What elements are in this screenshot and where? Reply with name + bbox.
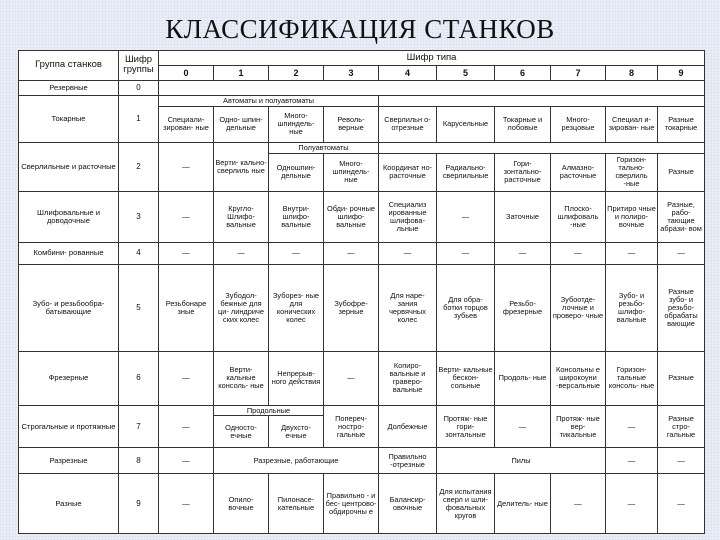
group-code: 1 xyxy=(119,95,159,142)
type-cell: — xyxy=(606,448,658,474)
type-cell: Резьбо- фрезерные xyxy=(495,264,551,352)
type-cell: Протяж- ные гори- зонтальные xyxy=(437,405,495,448)
type-cell: Разные стро- гальные xyxy=(658,405,705,448)
type-cell: Зубофре- зерные xyxy=(324,264,379,352)
digit-2: 2 xyxy=(269,65,324,80)
type-cell: Специал и- зирован- ные xyxy=(606,106,658,142)
group-name: Шлифовальные и доводочные xyxy=(19,192,119,243)
type-cell: Консольны е широкоуни -версальные xyxy=(551,352,606,405)
type-cell: — xyxy=(214,243,269,264)
type-cell: Кругло- Шлифо- вальные xyxy=(214,192,269,243)
type-cell: Карусельные xyxy=(437,106,495,142)
empty-row xyxy=(159,80,705,95)
type-cell: Резьбонаре зные xyxy=(159,264,214,352)
type-cell: Алмазно- расточные xyxy=(551,153,606,191)
type-cell: Зубо- и резьбо- шлифо- вальные xyxy=(606,264,658,352)
type-cell: Опило- вочные xyxy=(214,474,269,534)
type-cell: Разные xyxy=(658,352,705,405)
group-name: Зубо- и резьбообра- батывающие xyxy=(19,264,119,352)
type-cell: Много- шпиндель- ные xyxy=(269,106,324,142)
type-cell: Протяж- ные вер- тикальные xyxy=(551,405,606,448)
type-cell: — xyxy=(495,243,551,264)
classification-table xyxy=(18,50,704,534)
subheader-longitudinal: Продольные xyxy=(214,405,324,416)
group-name: Токарные xyxy=(19,95,119,142)
digit-9: 9 xyxy=(658,65,705,80)
type-cell: Непрерыв- ного действия xyxy=(269,352,324,405)
type-cell: — xyxy=(606,405,658,448)
group-code: 6 xyxy=(119,352,159,405)
type-cell: Верти- кально- сверлиль ные xyxy=(214,142,269,191)
type-cell: Токарные и лобовые xyxy=(495,106,551,142)
type-cell: Револь- верные xyxy=(324,106,379,142)
type-cell: Плоско- шлифоваль -ные xyxy=(551,192,606,243)
type-cell: Для испытания сверл и шли- фовальных кругов xyxy=(437,474,495,534)
digit-0: 0 xyxy=(159,65,214,80)
group-name: Комбини- рованные xyxy=(19,243,119,264)
type-cell: Двухсто- ечные xyxy=(269,416,324,448)
subheader-semiautomata: Полуавтоматы xyxy=(269,142,379,153)
type-cell: Обди- рочные шлифо- вальные xyxy=(324,192,379,243)
type-cell: Радиально- сверлильные xyxy=(437,153,495,191)
blank-cell xyxy=(379,142,705,153)
type-cell: Зубоотде- лочные и проверо- чные xyxy=(551,264,606,352)
group-name: Фрезерные xyxy=(19,352,119,405)
type-cell: Правильно -отрезные xyxy=(379,448,437,474)
type-cell: Одношпин- дельные xyxy=(269,153,324,191)
type-cell: Горизон- тально- сверлиль -ные xyxy=(606,153,658,191)
group-name: Строгальные и протяжные xyxy=(19,405,119,448)
type-cell: — xyxy=(269,243,324,264)
group-name: Разрезные xyxy=(19,448,119,474)
type-cell: — xyxy=(495,405,551,448)
type-cell: — xyxy=(159,405,214,448)
group-code: 9 xyxy=(119,474,159,534)
subheader-automata: Автоматы и полуавтоматы xyxy=(159,95,379,106)
type-cell: — xyxy=(159,243,214,264)
header-group: Группа станков xyxy=(19,51,119,81)
type-cell: — xyxy=(437,192,495,243)
type-cell: Горизон- тальные консоль- ные xyxy=(606,352,658,405)
type-cell: — xyxy=(379,243,437,264)
type-cell: Много- резцовые xyxy=(551,106,606,142)
group-code: 8 xyxy=(119,448,159,474)
type-cell: Разрезные, работающие xyxy=(214,448,379,474)
type-cell: — xyxy=(437,243,495,264)
digit-5: 5 xyxy=(437,65,495,80)
type-cell: — xyxy=(159,142,214,191)
type-cell: Много- шпиндель- ные xyxy=(324,153,379,191)
type-cell: Долбежные xyxy=(379,405,437,448)
digit-7: 7 xyxy=(551,65,606,80)
type-cell: — xyxy=(159,448,214,474)
type-cell: Правильно - и бес- центрово- обдирочны е xyxy=(324,474,379,534)
group-code: 7 xyxy=(119,405,159,448)
group-name: Разные xyxy=(19,474,119,534)
digit-8: 8 xyxy=(606,65,658,80)
type-cell: — xyxy=(159,352,214,405)
type-cell: Односто- ечные xyxy=(214,416,269,448)
group-code: 5 xyxy=(119,264,159,352)
type-cell: Притиро чные и полиро- вочные xyxy=(606,192,658,243)
type-cell: Зуборез- ные для конических колес xyxy=(269,264,324,352)
type-cell: Продоль- ные xyxy=(495,352,551,405)
group-name: Резервные xyxy=(19,80,119,95)
digit-3: 3 xyxy=(324,65,379,80)
type-cell: Пилы xyxy=(437,448,606,474)
digit-1: 1 xyxy=(214,65,269,80)
type-cell: Попереч- ностро- гальные xyxy=(324,405,379,448)
type-cell: Для наре- зания червячных колес xyxy=(379,264,437,352)
type-cell: — xyxy=(159,192,214,243)
type-cell: Разные xyxy=(658,153,705,191)
type-cell: — xyxy=(658,474,705,534)
type-cell: — xyxy=(658,448,705,474)
type-cell: — xyxy=(551,243,606,264)
type-cell: Разные, рабо- тающие абрази- вом xyxy=(658,192,705,243)
group-code: 4 xyxy=(119,243,159,264)
type-cell: Пилонасе- кательные xyxy=(269,474,324,534)
group-code: 3 xyxy=(119,192,159,243)
type-cell: Заточные xyxy=(495,192,551,243)
header-group-code: Шифр группы xyxy=(119,51,159,81)
type-cell: Разные зубо- и резьбо- обрабаты вающие xyxy=(658,264,705,352)
digit-6: 6 xyxy=(495,65,551,80)
type-cell: Внутри- шлифо- вальные xyxy=(269,192,324,243)
type-cell: Координат но- расточные xyxy=(379,153,437,191)
type-cell: Сверлильн о-отрезные xyxy=(379,106,437,142)
group-code: 0 xyxy=(119,80,159,95)
page-title: КЛАССИФИКАЦИЯ СТАНКОВ xyxy=(165,14,555,44)
type-cell: Гори- зонтально- расточные xyxy=(495,153,551,191)
type-cell: Копиро- вальные и граверо- вальные xyxy=(379,352,437,405)
type-cell: — xyxy=(658,243,705,264)
type-cell: Для обра- ботки торцов зубьев xyxy=(437,264,495,352)
type-cell: — xyxy=(324,352,379,405)
type-cell: Верти- кальные бескон- сольные xyxy=(437,352,495,405)
group-code: 2 xyxy=(119,142,159,191)
type-cell: — xyxy=(159,474,214,534)
type-cell: Балансир- овочные xyxy=(379,474,437,534)
type-cell: Верти- кальные консоль- ные xyxy=(214,352,269,405)
header-type-code: Шифр типа xyxy=(159,51,705,66)
type-cell: — xyxy=(551,474,606,534)
group-name: Сверлильные и расточные xyxy=(19,142,119,191)
type-cell: — xyxy=(606,474,658,534)
type-cell: Зубодол- бежные для ци- линдриче ских колес xyxy=(214,264,269,352)
digit-4: 4 xyxy=(379,65,437,80)
type-cell: Специализ ированные шлифова- льные xyxy=(379,192,437,243)
type-cell: — xyxy=(324,243,379,264)
type-cell: — xyxy=(606,243,658,264)
type-cell: Специали- зирован- ные xyxy=(159,106,214,142)
blank-cell xyxy=(379,95,705,106)
type-cell: Одно- шпин- дельные xyxy=(214,106,269,142)
type-cell: Делитель- ные xyxy=(495,474,551,534)
type-cell: Разные токарные xyxy=(658,106,705,142)
